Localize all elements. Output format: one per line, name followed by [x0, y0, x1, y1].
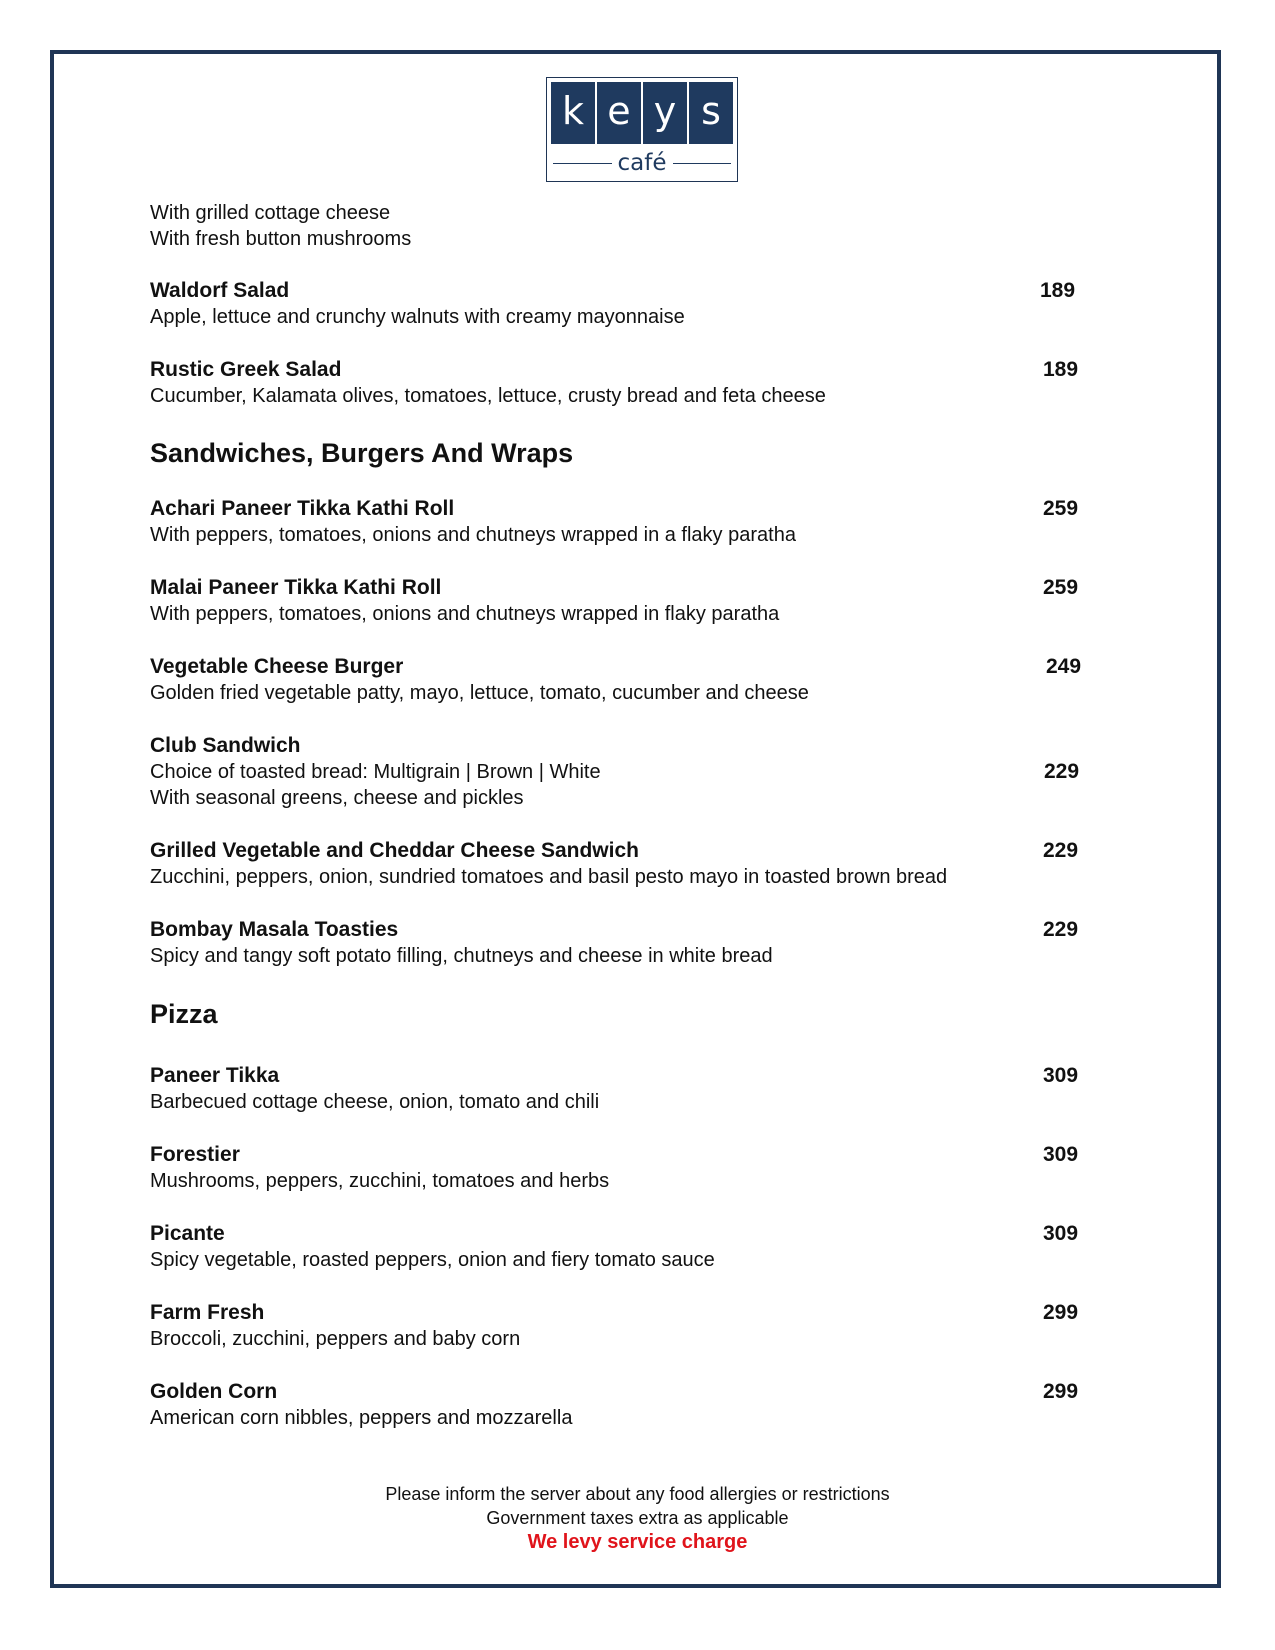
- menu-item-name: Malai Paneer Tikka Kathi Roll: [150, 576, 442, 599]
- menu-item-name: Farm Fresh: [150, 1301, 265, 1324]
- menu-item-price: 189: [1040, 279, 1076, 302]
- menu-item-description: Zucchini, peppers, onion, sundried tomatoes and basil pesto mayo in toasted brown bread: [150, 866, 948, 888]
- menu-item-description: With peppers, tomatoes, onions and chutneys wrapped in flaky paratha: [150, 603, 780, 625]
- menu-item-description: Spicy vegetable, roasted peppers, onion and fiery tomato sauce: [150, 1249, 715, 1271]
- menu-item-price: 229: [1043, 839, 1079, 862]
- menu-item-description: Cucumber, Kalamata olives, tomatoes, lettuce, crusty bread and feta cheese: [150, 385, 826, 407]
- menu-item-price: 299: [1043, 1301, 1079, 1324]
- menu-item-description: Spicy and tangy soft potato filling, chutneys and cheese in white bread: [150, 945, 773, 967]
- menu-item-name: Golden Corn: [150, 1380, 278, 1403]
- footer-allergy-note: Please inform the server about any food allergies or restrictions: [385, 1484, 890, 1504]
- footer-service-charge: We levy service charge: [527, 1531, 748, 1553]
- menu-item-name: Picante: [150, 1222, 225, 1245]
- menu-item-description: American corn nibbles, peppers and mozzarella: [150, 1407, 573, 1429]
- menu-item-price: 229: [1043, 918, 1079, 941]
- logo-letter-y: y: [643, 82, 687, 144]
- menu-item-name: Achari Paneer Tikka Kathi Roll: [150, 497, 455, 520]
- menu-item-price: 229: [1044, 760, 1080, 783]
- footer-tax-note: Government taxes extra as applicable: [486, 1508, 789, 1528]
- menu-item-description: With seasonal greens, cheese and pickles: [150, 787, 524, 809]
- logo-letters: [551, 82, 733, 144]
- menu-item-name: Vegetable Cheese Burger: [150, 655, 404, 678]
- menu-item-price: 309: [1043, 1222, 1079, 1245]
- intro-line: With fresh button mushrooms: [150, 228, 412, 250]
- menu-item-price: 189: [1043, 358, 1079, 381]
- menu-item-price: 259: [1043, 497, 1079, 520]
- menu-item-description: Barbecued cottage cheese, onion, tomato and chili: [150, 1091, 600, 1113]
- menu-item-description: Golden fried vegetable patty, mayo, lettuce, tomato, cucumber and cheese: [150, 682, 809, 704]
- logo-letter-k: k: [551, 82, 595, 144]
- menu-item-description: Apple, lettuce and crunchy walnuts with creamy mayonnaise: [150, 306, 685, 328]
- menu-item-description: Choice of toasted bread: Multigrain | Brown | White: [150, 761, 601, 783]
- menu-item-description: With peppers, tomatoes, onions and chutneys wrapped in a flaky paratha: [150, 524, 796, 546]
- menu-item-price: 259: [1043, 576, 1079, 599]
- section-heading-pizza: Pizza: [150, 999, 218, 1029]
- menu-item-name: Paneer Tikka: [150, 1064, 280, 1087]
- intro-line: With grilled cottage cheese: [150, 202, 391, 224]
- logo-letter-e: e: [597, 82, 641, 144]
- menu-item-name: Bombay Masala Toasties: [150, 918, 399, 941]
- menu-item-name: Grilled Vegetable and Cheddar Cheese Sandwich: [150, 839, 639, 862]
- section-heading-sandwiches: Sandwiches, Burgers And Wraps: [150, 438, 574, 468]
- menu-item-price: 309: [1043, 1064, 1079, 1087]
- menu-item-description: Broccoli, zucchini, peppers and baby corn: [150, 1328, 521, 1350]
- menu-item-name: Waldorf Salad: [150, 279, 290, 302]
- menu-item-price: 299: [1043, 1380, 1079, 1403]
- logo-rule-right: [673, 163, 732, 164]
- menu-item-description: Mushrooms, peppers, zucchini, tomatoes and herbs: [150, 1170, 610, 1192]
- menu-item-price: 249: [1046, 655, 1082, 678]
- logo-rule-left: [553, 163, 612, 164]
- logo-subtitle-row: [553, 150, 731, 176]
- menu-item-name: Forestier: [150, 1143, 240, 1166]
- logo-letter-s: s: [689, 82, 733, 144]
- logo-subtitle: café: [617, 150, 667, 176]
- keys-cafe-logo: [546, 77, 738, 182]
- menu-item-price: 309: [1043, 1143, 1079, 1166]
- menu-item-name: Rustic Greek Salad: [150, 358, 342, 381]
- menu-item-name: Club Sandwich: [150, 734, 301, 757]
